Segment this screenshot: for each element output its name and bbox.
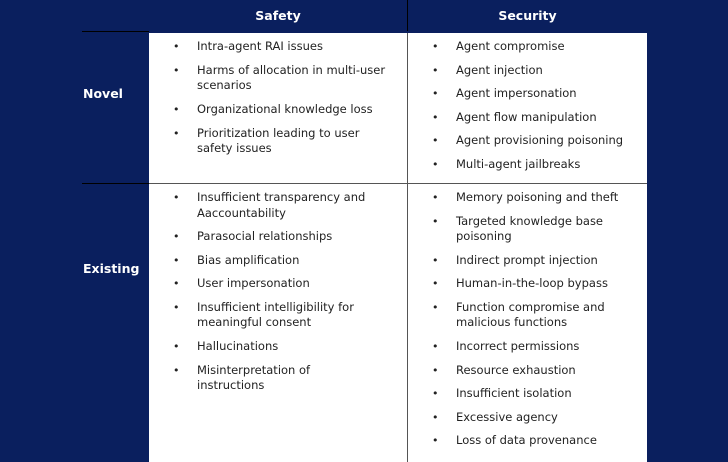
list-item-text: Loss of data provenance [456,433,597,448]
bullet-icon: • [432,410,439,424]
list-item [408,363,647,379]
list-item [408,133,647,149]
bullet-icon: • [432,253,439,267]
list-item [408,214,647,245]
list-item-text: Agent provisioning poisoning [456,133,624,148]
bullet-icon: • [432,434,439,448]
list-item-text: Function compromise and malicious functions [456,299,605,330]
bullet-icon: • [432,63,439,77]
bullet-icon: • [432,214,439,228]
list-item-text: Memory poisoning and theft [456,190,619,204]
bullet-icon: • [432,363,439,377]
bullet-icon: • [173,191,180,204]
row-separator-top [82,31,149,32]
list-item-text: Agent flow manipulation [456,109,597,124]
item-list [149,184,407,394]
list-item-text: Indirect prompt injection [456,252,598,267]
bullet-icon: • [432,277,439,291]
grid-vertical-line [407,33,408,462]
list-item-text: Human-in-the-loop bypass [456,276,608,291]
column-header-security: Security [498,7,557,23]
list-item-text: Bias amplification [197,252,300,267]
list-item [408,63,647,79]
list-item-text: Harms of allocation in multi-user scenarios [197,62,386,93]
bullet-icon: • [173,339,180,353]
item-list [408,33,647,172]
list-item [408,253,647,269]
list-item [149,363,407,394]
cell-novel-safety [149,33,407,183]
bullet-icon: • [173,300,180,314]
list-item-text: Incorrect permissions [456,338,580,353]
cell-existing-security [408,184,647,462]
list-item [408,276,647,292]
grid-horizontal-line [149,183,647,184]
list-item-text: Insufficient isolation [456,386,572,401]
list-item-text: Misinterpretation of instructions [197,362,311,393]
list-item-text: Agent impersonation [456,86,577,101]
list-item-text: Excessive agency [456,409,558,424]
list-item [408,157,647,173]
row-label-existing: Existing [83,261,140,276]
list-item [408,386,647,402]
list-item-text: Agent compromise [456,39,565,53]
list-item-text: Resource exhaustion [456,362,576,377]
list-item [408,86,647,102]
bullet-icon: • [432,300,439,314]
list-item-text: Insufficient transparency and Aaccountability [197,190,366,220]
bullet-icon: • [173,103,180,117]
bullet-icon: • [173,40,180,53]
list-item [149,229,407,245]
list-item-text: Agent injection [456,62,543,77]
column-header-safety: Safety [255,7,301,23]
list-item [149,339,407,355]
bullet-icon: • [173,363,180,377]
bullet-icon: • [432,157,439,171]
list-item [408,410,647,426]
list-item-text: Prioritization leading to user safety issues [197,125,360,156]
list-item-text: Organizational knowledge loss [197,102,373,117]
bullet-icon: • [432,191,439,204]
list-item [149,190,407,221]
bullet-icon: • [432,110,439,124]
list-item [149,102,407,118]
list-item [149,126,407,157]
bullet-icon: • [432,134,439,148]
list-item [408,39,647,55]
bullet-icon: • [173,277,180,291]
list-item-text: Targeted knowledge base poisoning [456,213,604,244]
list-item [408,190,647,206]
list-item-text: Multi-agent jailbreaks [456,156,581,171]
row-separator-middle [82,183,149,184]
bullet-icon: • [432,339,439,353]
list-item [408,433,647,449]
list-item [149,276,407,292]
list-item [408,339,647,355]
bullet-icon: • [173,253,180,267]
list-item-text: Hallucinations [197,338,279,353]
item-list [408,184,647,449]
row-label-novel: Novel [83,86,123,101]
cell-existing-safety [149,184,407,462]
list-item-text: User impersonation [197,276,310,291]
bullet-icon: • [432,387,439,401]
item-list [149,33,407,157]
bullet-icon: • [173,63,180,77]
list-item [149,63,407,94]
list-item-text: Intra-agent RAI issues [197,39,323,53]
list-item [149,300,407,331]
bullet-icon: • [173,230,180,244]
list-item-text: Parasocial relationships [197,229,333,244]
bullet-icon: • [432,40,439,53]
list-item [408,110,647,126]
list-item-text: Insufficient intelligibility for meaningful consent [197,299,354,330]
cell-novel-security [408,33,647,183]
bullet-icon: • [432,87,439,101]
bullet-icon: • [173,126,180,140]
list-item [149,253,407,269]
list-item [408,300,647,331]
list-item [149,39,407,55]
